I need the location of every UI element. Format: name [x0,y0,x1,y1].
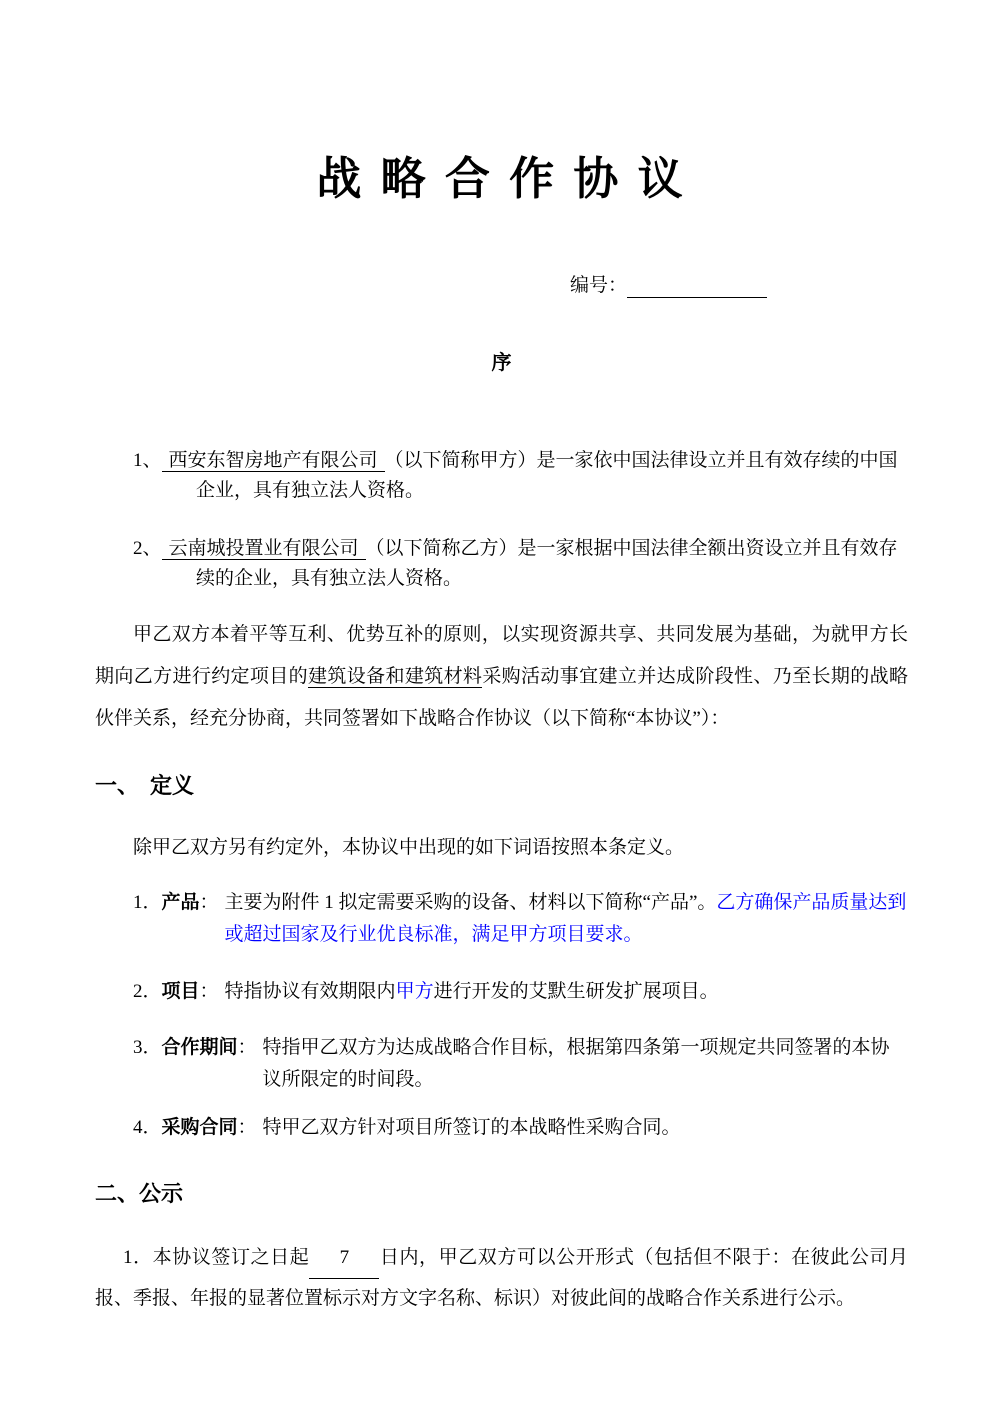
item-number: 1． [133,892,162,913]
intro-text-post: 采购活动事宜建立并达成阶段性、乃至长期的战略伙伴关系，经充分协商，共同签署如下战略合作协议（以下简称“本协议”）： [95,666,908,729]
party-a-name: 西安东智房地产有限公司 [162,450,385,472]
party-b-name: 云南城投置业有限公司 [162,538,366,560]
definition-item-cooperation-period [133,1032,908,1096]
party-a-paragraph [133,446,908,506]
publicity-text-post: 日内，甲乙双方可以公开形式（包括但不限于：在彼此公司月报、季报、年报的显著位置标示对方文字名称、标识）对彼此间的战略合作关系进行公示。 [95,1247,908,1309]
document-title: 战 略 合 作 协 议 [316,154,687,204]
number-label: 编号： [569,275,627,296]
item-colon: ： [199,892,219,913]
section-2-heading: 二、公示 [95,1181,184,1206]
definition-item-project-label [133,976,225,1008]
preface-heading: 序 [491,352,512,374]
definition-item-product [133,887,908,951]
party-a-number: 1、 [133,450,162,471]
intro-underlined-terms: 建筑设备和建筑材料 [308,666,483,687]
section-1-heading: 一、 定义 [95,773,195,798]
definition-item-cooperation-period-body: 特指甲乙双方为达成战略合作目标，根据第四条第一项规定共同签署的本协议所限定的时间段。 [262,1037,890,1090]
intro-text-pre: 甲乙双方本着平等互利、优势互补的原则，以实现资源共享、共同发展为基础，为就甲方长期向乙方进行约定项目的 [95,624,908,687]
item-term: 合作期间 [161,1037,238,1058]
party-a-text: （以下简称甲方）是一家依中国法律设立并且有效存续的中国企业，具有独立法人资格。 [196,450,898,501]
definition-item-cooperation-period-label [133,1032,263,1096]
item-body-blue: 甲方 [395,981,434,1002]
item-colon: ： [237,1117,257,1138]
section-1-lead: 除甲乙双方另有约定外，本协议中出现的如下词语按照本条定义。 [133,837,685,858]
item-number: 3． [133,1037,162,1058]
item-body-blue: 乙方确保产品质量达到或超过国家及行业优良标准，满足甲方项目要求。 [224,892,907,945]
number-line [95,274,908,298]
item-body-post: 进行开发的艾默生研发扩展项目。 [433,981,719,1002]
item-term: 产品 [161,892,200,913]
number-blank-field[interactable] [627,278,767,298]
item-term: 采购合同 [161,1117,238,1138]
intro-paragraph [95,614,908,740]
item-colon: ： [237,1037,257,1058]
definition-item-product-label [133,887,225,951]
party-b-paragraph [133,534,908,594]
day-count-blank-field[interactable]: 7 [309,1238,379,1279]
definition-item-product-body [225,887,908,951]
definition-item-project-body [225,976,908,1008]
item-term: 项目 [161,981,200,1002]
party-b-text: （以下简称乙方）是一家根据中国法律全额出资设立并且有效存续的企业，具有独立法人资格。 [196,538,898,589]
definition-item-purchase-contract-body: 特甲乙双方针对项目所签订的本战略性采购合同。 [262,1117,681,1138]
item-colon: ： [199,981,219,1002]
definition-item-purchase-contract-label [133,1112,263,1144]
item-number: 2． [133,981,162,1002]
item-body-black: 主要为附件 1 拟定需要采购的设备、材料以下简称“产品”。 [224,892,717,913]
definition-item-purchase-contract [133,1112,908,1144]
party-b-number: 2、 [133,538,162,559]
item-number: 4． [133,1117,162,1138]
item-body-pre: 特指协议有效期限内 [224,981,396,1002]
publicity-paragraph [95,1238,908,1319]
definition-item-project [133,976,908,1008]
publicity-text-pre: 1．本协议签订之日起 [123,1247,310,1268]
